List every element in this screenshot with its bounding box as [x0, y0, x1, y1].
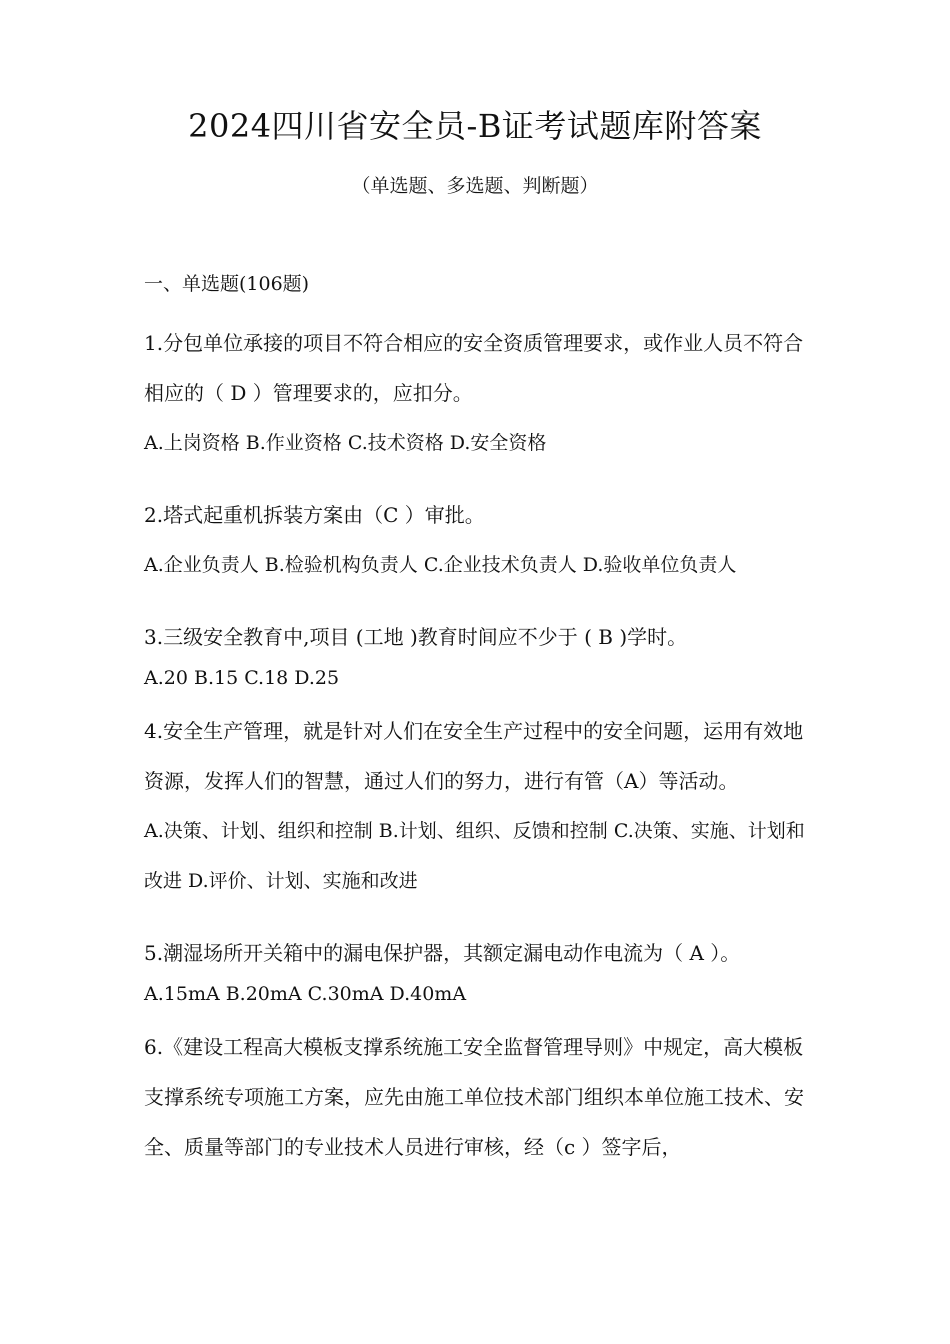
question-text: 1.分包单位承接的项目不符合相应的安全资质管理要求，或作业人员不符合相应的（ D ）管理要求的，应扣分。 — [144, 331, 804, 405]
document-body — [144, 268, 814, 1172]
question-options: A.15mA B.20mA C.30mA D.40mA — [144, 983, 467, 1005]
question-text: 6.《建设工程高大模板支撑系统施工安全监督管理导则》中规定，高大模板支撑系统专项施工方案，应先由施工单位技术部门组织本单位施工技术、安全、质量等部门的专业技术人员进行审核，经（c ）签字后， — [144, 1035, 804, 1159]
question-text: 3.三级安全教育中,项目 (工地 )教育时间应不少于 ( B )学时。 — [144, 625, 688, 649]
question-text: 5.潮湿场所开关箱中的漏电保护器，其额定漏电动作电流为（ A ）。 — [144, 941, 741, 965]
document-subtitle: （单选题、多选题、判断题） — [351, 175, 599, 197]
document-title: 2024四川省安全员-B证考试题库附答案 — [188, 107, 762, 145]
question-2 — [144, 490, 814, 590]
question-options: A.20 B.15 C.18 D.25 — [144, 667, 340, 689]
question-6 — [144, 1022, 814, 1172]
question-3 — [144, 612, 814, 694]
question-1 — [144, 318, 814, 468]
question-5 — [144, 928, 814, 1010]
question-options: A.企业负责人 B.检验机构负责人 C.企业技术负责人 D.验收单位负责人 — [144, 554, 737, 576]
question-options: A.决策、计划、组织和控制 B.计划、组织、反馈和控制 C.决策、实施、计划和改进 D.评价、计划、实施和改进 — [144, 820, 805, 892]
question-options: A.上岗资格 B.作业资格 C.技术资格 D.安全资格 — [144, 432, 547, 454]
question-4 — [144, 706, 814, 906]
question-text: 4.安全生产管理，就是针对人们在安全生产过程中的安全问题，运用有效地资源，发挥人们的智慧，通过人们的努力，进行有管（A）等活动。 — [144, 719, 804, 793]
section-heading: 一、单选题(106题) — [144, 273, 310, 295]
question-text: 2.塔式起重机拆装方案由（C ）审批。 — [144, 503, 485, 527]
